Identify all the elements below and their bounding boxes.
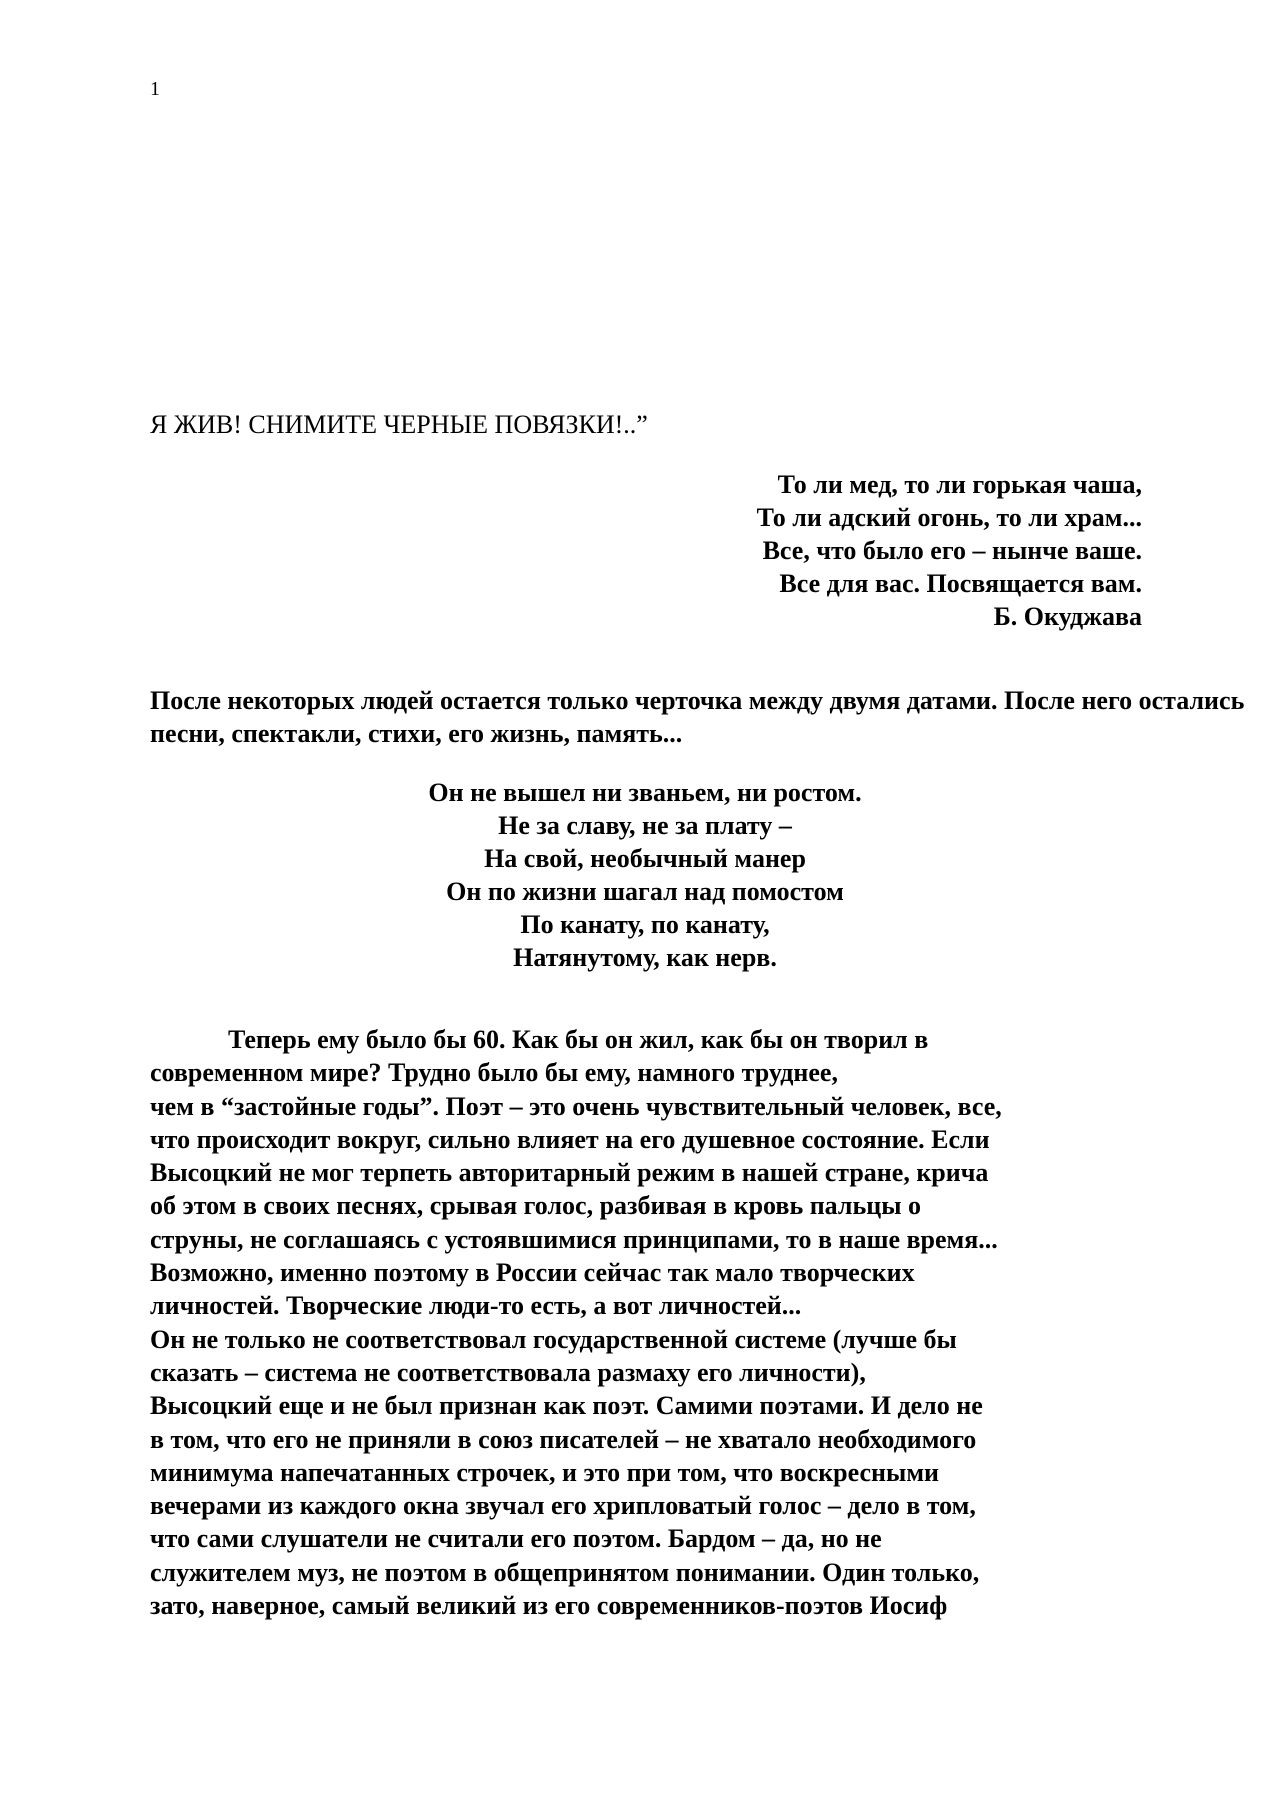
body-line: струны, не соглашаясь с устоявшимися принципами, то в наше время...: [150, 1224, 998, 1254]
body-line: личностей. Творческие люди-то есть, а вот личностей...: [150, 1291, 802, 1321]
poem-quote: [150, 776, 1140, 974]
body-line: Он не только не соответствовал государственной системе (лучше бы: [150, 1324, 957, 1354]
body-line: Возможно, именно поэтому в России сейчас так мало творческих: [150, 1258, 915, 1288]
body-line: Теперь ему было бы 60. Как бы он жил, как бы он творил в: [228, 1025, 929, 1054]
poem-line: Не за славу, не за плату –: [498, 811, 792, 840]
epigraph-line: Все для вас. Посвящается вам.: [779, 569, 1142, 598]
epigraph-line: Все, что было его – нынче ваше.: [762, 536, 1142, 565]
epigraph-author: Б. Окуджава: [993, 602, 1142, 631]
page-title: Я ЖИВ! СНИМИТЕ ЧЕРНЫЕ ПОВЯЗКИ!..”: [150, 410, 648, 439]
poem-line: По канату, по канату,: [520, 910, 770, 939]
intro-line: После него остались песни, спектакли, стихи, его жизнь, память...: [150, 686, 1245, 748]
poem-line: Он не вышел ни званьем, ни ростом.: [428, 778, 862, 807]
epigraph: [757, 468, 1142, 633]
body-text: [150, 1023, 1002, 1622]
body-line: Высоцкий еще и не был признан как поэт. Самими поэтами. И дело не: [150, 1391, 983, 1421]
poem-line: На свой, необычный манер: [484, 844, 806, 873]
body-line: Высоцкий не мог терпеть авторитарный режим в нашей стране, крича: [150, 1158, 989, 1188]
poem-line: Натянутому, как нерв.: [513, 943, 777, 972]
poem-line: Он по жизни шагал над помостом: [446, 877, 844, 906]
body-line: зато, наверное, самый великий из его современников-поэтов Иосиф: [150, 1591, 948, 1621]
body-line: в том, что его не приняли в союз писателей – не хватало необходимого: [150, 1424, 977, 1454]
epigraph-line: То ли адский огонь, то ли храм...: [756, 503, 1142, 532]
intro-paragraph: [150, 684, 1280, 750]
epigraph-line: То ли мед, то ли горькая чаша,: [777, 470, 1142, 499]
body-line: сказать – система не соответствовала размаху его личности),: [150, 1357, 866, 1387]
body-line: что происходит вокруг, сильно влияет на его душевное состояние. Если: [150, 1124, 990, 1154]
intro-line: После некоторых людей остается только черточка между двумя датами.: [150, 686, 998, 715]
body-line: что сами слушатели не считали его поэтом. Бардом – да, но не: [150, 1524, 882, 1554]
body-line: современном мире? Трудно было бы ему, намного труднее,: [150, 1058, 838, 1088]
page-number: 1: [150, 78, 160, 100]
body-line: чем в “застойные годы”. Поэт – это очень чувствительный человек, все,: [150, 1091, 1002, 1121]
body-line: вечерами из каждого окна звучал его хрипловатый голос – дело в том,: [150, 1491, 976, 1521]
body-line: об этом в своих песнях, срывая голос, разбивая в кровь пальцы о: [150, 1191, 922, 1221]
body-line: минимума напечатанных строчек, и это при том, что воскресными: [150, 1457, 940, 1487]
body-line: служителем муз, не поэтом в общепринятом понимании. Один только,: [150, 1557, 980, 1587]
